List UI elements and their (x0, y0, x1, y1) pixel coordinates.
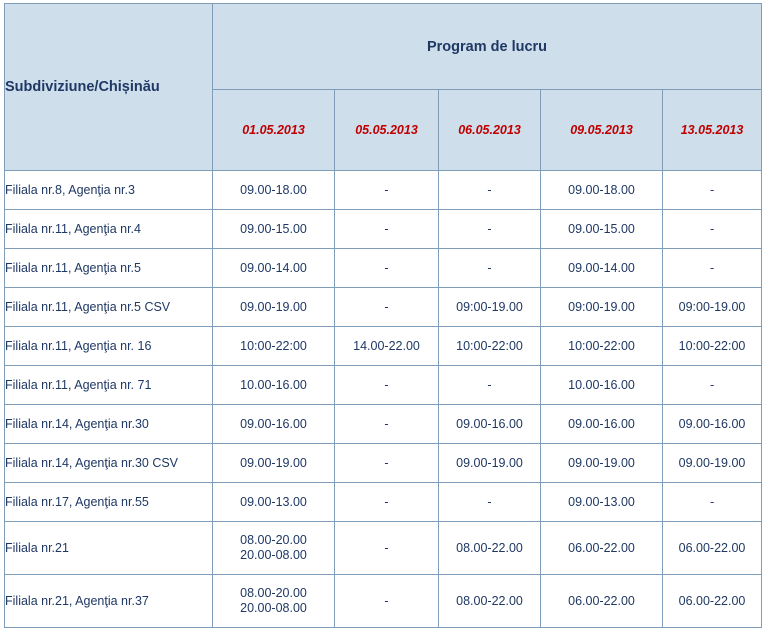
row-cell: 09.00-16.00 (213, 405, 335, 444)
row-label: Filiala nr.11, Agenţia nr. 71 (5, 366, 213, 405)
row-cell: 09.00-14.00 (541, 249, 663, 288)
row-cell: - (439, 249, 541, 288)
row-cell: - (335, 483, 439, 522)
row-cell: 09.00-13.00 (213, 483, 335, 522)
row-cell: 10:00-22:00 (541, 327, 663, 366)
row-cell: 09:00-19.00 (541, 288, 663, 327)
row-cell: - (663, 366, 762, 405)
row-cell: 06.00-22.00 (541, 522, 663, 575)
row-cell: - (439, 366, 541, 405)
row-cell (213, 522, 335, 575)
row-cell: - (335, 444, 439, 483)
row-cell: 08.00-22.00 (439, 522, 541, 575)
row-cell: - (439, 171, 541, 210)
table-header-row-top (5, 4, 762, 90)
row-label: Filiala nr.17, Agenţia nr.55 (5, 483, 213, 522)
header-date-3: 06.05.2013 (439, 90, 541, 171)
row-cell: 09.00-19.00 (541, 444, 663, 483)
table-row (5, 249, 762, 288)
table-row (5, 575, 762, 628)
table-row (5, 444, 762, 483)
row-cell: - (335, 522, 439, 575)
table-body (5, 171, 762, 628)
row-cell: 06.00-22.00 (663, 575, 762, 628)
row-cell: 09:00-19.00 (663, 288, 762, 327)
row-cell: - (439, 483, 541, 522)
row-cell: 06.00-22.00 (663, 522, 762, 575)
row-label: Filiala nr.11, Agenţia nr.4 (5, 210, 213, 249)
row-cell: - (335, 171, 439, 210)
row-cell: - (663, 249, 762, 288)
row-cell: 09.00-15.00 (213, 210, 335, 249)
row-cell: 09.00-18.00 (213, 171, 335, 210)
row-label: Filiala nr.14, Agenţia nr.30 CSV (5, 444, 213, 483)
row-cell: 09.00-19.00 (663, 444, 762, 483)
row-cell: - (663, 171, 762, 210)
row-cell: 09.00-18.00 (541, 171, 663, 210)
row-label: Filiala nr.8, Agenţia nr.3 (5, 171, 213, 210)
row-cell: 09.00-15.00 (541, 210, 663, 249)
row-label: Filiala nr.11, Agenţia nr. 16 (5, 327, 213, 366)
row-cell: 09.00-16.00 (541, 405, 663, 444)
row-cell: - (335, 405, 439, 444)
row-cell: 09.00-19.00 (213, 444, 335, 483)
row-cell: - (335, 575, 439, 628)
work-schedule-table (4, 3, 762, 628)
row-cell: - (335, 288, 439, 327)
row-cell: - (335, 366, 439, 405)
table-row (5, 288, 762, 327)
header-date-4: 09.05.2013 (541, 90, 663, 171)
row-cell: - (335, 249, 439, 288)
row-label: Filiala nr.21, Agenţia nr.37 (5, 575, 213, 628)
row-cell: 10.00-16.00 (541, 366, 663, 405)
row-cell: - (663, 483, 762, 522)
row-cell-line1: 08.00-20.00 (240, 586, 307, 600)
header-date-5: 13.05.2013 (663, 90, 762, 171)
table-row (5, 522, 762, 575)
table-row (5, 171, 762, 210)
row-cell: 14.00-22.00 (335, 327, 439, 366)
row-label: Filiala nr.11, Agenţia nr.5 CSV (5, 288, 213, 327)
row-cell-line1: 08.00-20.00 (240, 533, 307, 547)
row-cell: 09.00-14.00 (213, 249, 335, 288)
row-cell: 09.00-13.00 (541, 483, 663, 522)
row-cell: - (335, 210, 439, 249)
table-row (5, 210, 762, 249)
row-cell: 09.00-19.00 (439, 444, 541, 483)
row-cell: 10:00-22:00 (439, 327, 541, 366)
row-cell-line2: 20.00-08.00 (240, 548, 307, 562)
row-label: Filiala nr.21 (5, 522, 213, 575)
row-label: Filiala nr.14, Agenţia nr.30 (5, 405, 213, 444)
row-label: Filiala nr.11, Agenţia nr.5 (5, 249, 213, 288)
row-cell: - (663, 210, 762, 249)
header-subdivision: Subdiviziune/Chișinău (5, 4, 213, 171)
header-date-2: 05.05.2013 (335, 90, 439, 171)
table-row (5, 366, 762, 405)
header-date-1: 01.05.2013 (213, 90, 335, 171)
row-cell: 10:00-22:00 (663, 327, 762, 366)
table-row (5, 405, 762, 444)
row-cell: 09:00-19.00 (439, 288, 541, 327)
row-cell: 10.00-16.00 (213, 366, 335, 405)
row-cell: 09.00-16.00 (439, 405, 541, 444)
row-cell: - (439, 210, 541, 249)
table-row (5, 327, 762, 366)
table-row (5, 483, 762, 522)
row-cell: 06.00-22.00 (541, 575, 663, 628)
header-program: Program de lucru (213, 4, 762, 90)
row-cell: 09.00-19.00 (213, 288, 335, 327)
row-cell (213, 575, 335, 628)
row-cell: 08.00-22.00 (439, 575, 541, 628)
schedule-document (0, 3, 771, 628)
row-cell: 09.00-16.00 (663, 405, 762, 444)
row-cell-line2: 20.00-08.00 (240, 601, 307, 615)
row-cell: 10:00-22:00 (213, 327, 335, 366)
